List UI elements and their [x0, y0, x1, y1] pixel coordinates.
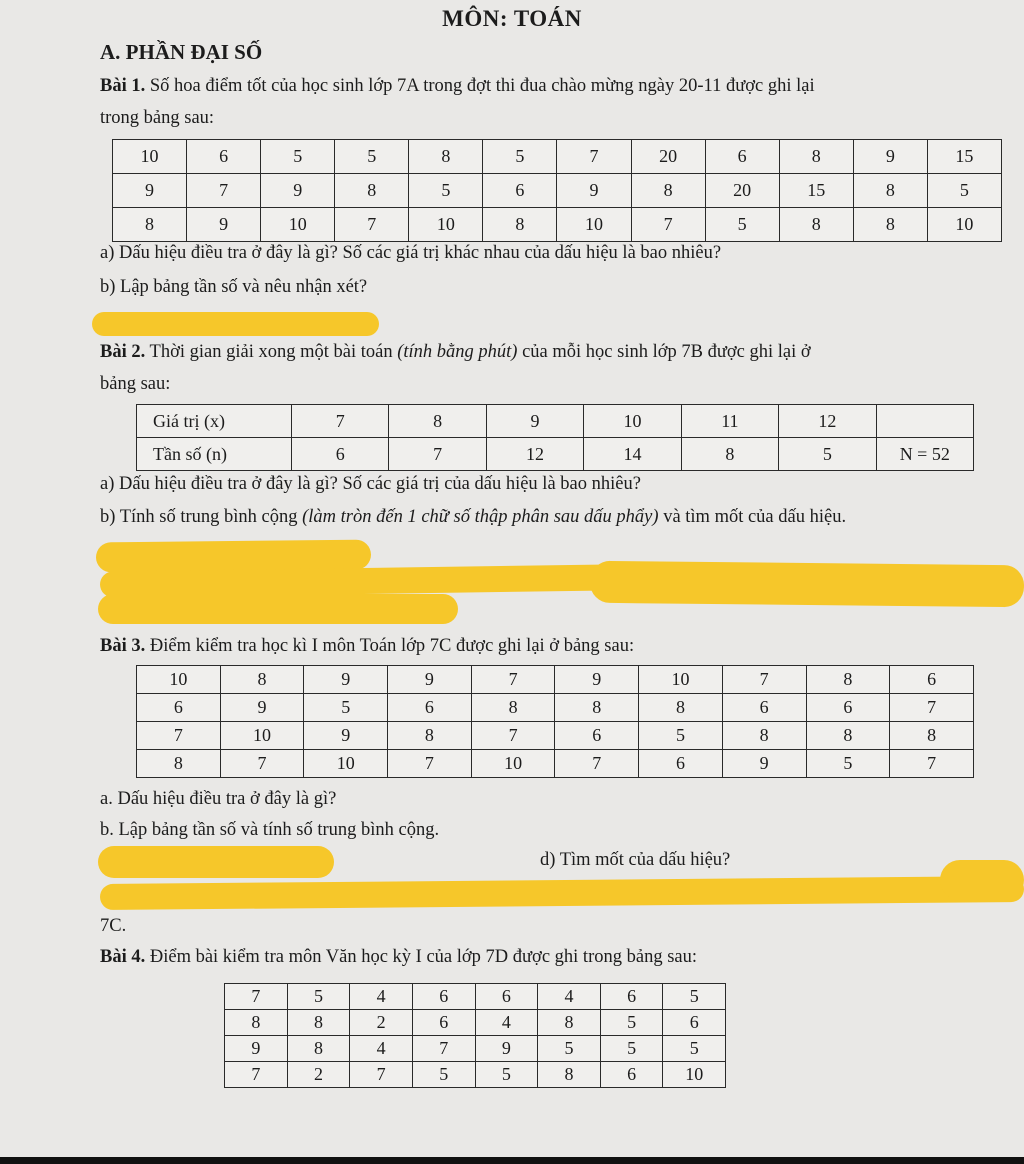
table-cell: 8 — [722, 722, 806, 750]
table-cell: 8 — [890, 722, 974, 750]
bai2-intro-line2: bảng sau: — [100, 374, 171, 394]
table-row — [137, 666, 974, 694]
table-cell: 6 — [555, 722, 639, 750]
table-cell: 9 — [225, 1036, 288, 1062]
table-cell: 5 — [806, 750, 890, 778]
bai2-intro: Bài 2. Thời gian giải xong một bài toán (tính bằng phút) của mỗi học sinh lớp 7B được ghi lại ở — [100, 342, 811, 362]
table-cell: 8 — [483, 208, 557, 242]
bai1-intro-line2: trong bảng sau: — [100, 108, 215, 128]
table-cell: 2 — [350, 1010, 413, 1036]
table-cell: 6 — [412, 1010, 475, 1036]
table-cell: 9 — [220, 694, 304, 722]
table-cell: 7 — [225, 1062, 288, 1088]
table-cell: 8 — [779, 140, 853, 174]
table-cell: 4 — [475, 1010, 538, 1036]
table-row — [137, 694, 974, 722]
bai1-question-a: a) Dấu hiệu điều tra ở đây là gì? Số các giá trị khác nhau của dấu hiệu là bao nhiêu? — [100, 243, 722, 263]
table-cell: 8 — [779, 208, 853, 242]
table-cell: 8 — [555, 694, 639, 722]
table-cell: 10 — [663, 1062, 726, 1088]
table-cell: 10 — [137, 666, 221, 694]
table-cell: 5 — [483, 140, 557, 174]
table-cell: 5 — [475, 1062, 538, 1088]
row-label: Giá trị (x) — [137, 405, 292, 438]
table-row — [113, 208, 1002, 242]
bai3-question-a: a. Dấu hiệu điều tra ở đây là gì? — [100, 789, 337, 809]
table-cell: 8 — [287, 1036, 350, 1062]
bai4-table — [224, 983, 726, 1088]
table-cell: 10 — [409, 208, 483, 242]
table-cell: 6 — [663, 1010, 726, 1036]
table-cell: 8 — [853, 174, 927, 208]
bai2-question-a: a) Dấu hiệu điều tra ở đây là gì? Số các giá trị của dấu hiệu là bao nhiêu? — [100, 474, 641, 494]
bai1-table — [112, 139, 1002, 242]
table-cell: 5 — [705, 208, 779, 242]
table-cell: 6 — [137, 694, 221, 722]
table-cell: 5 — [409, 174, 483, 208]
highlighter-mark — [590, 561, 1024, 608]
highlighter-mark — [100, 876, 1024, 910]
table-cell: 9 — [557, 174, 631, 208]
table-cell: 4 — [350, 984, 413, 1010]
table-cell: 7 — [137, 722, 221, 750]
table-cell: 6 — [187, 140, 261, 174]
table-cell: 9 — [853, 140, 927, 174]
table-cell: 7 — [388, 750, 472, 778]
table-row — [113, 140, 1002, 174]
table-cell: 7 — [292, 405, 389, 438]
table-cell: 7 — [890, 750, 974, 778]
table-cell: 2 — [287, 1062, 350, 1088]
table-cell: 6 — [890, 666, 974, 694]
table-cell: 7 — [187, 174, 261, 208]
table-cell: 5 — [412, 1062, 475, 1088]
table-cell: 12 — [486, 438, 583, 471]
bai1-question-b: b) Lập bảng tần số và nêu nhận xét? — [100, 277, 368, 297]
bai3-question-d: d) Tìm mốt của dấu hiệu? — [540, 850, 731, 870]
table-cell: 6 — [639, 750, 723, 778]
table-cell: 5 — [304, 694, 388, 722]
table-cell: 8 — [287, 1010, 350, 1036]
table-cell: 10 — [639, 666, 723, 694]
table-cell: 5 — [663, 1036, 726, 1062]
table-cell: 7 — [220, 750, 304, 778]
table-cell: 5 — [261, 140, 335, 174]
bai1-heading: Bài 1. — [100, 76, 146, 96]
table-row — [113, 174, 1002, 208]
table-row — [137, 438, 974, 471]
table-cell: 6 — [600, 984, 663, 1010]
table-row — [225, 1062, 726, 1088]
table-cell: 8 — [137, 750, 221, 778]
table-row — [137, 750, 974, 778]
table-cell: 5 — [600, 1010, 663, 1036]
table-cell: 20 — [631, 140, 705, 174]
table-cell: 5 — [663, 984, 726, 1010]
bai2-frequency-table — [136, 404, 974, 471]
table-cell: 7 — [890, 694, 974, 722]
table-cell: 10 — [261, 208, 335, 242]
highlighter-mark — [98, 846, 334, 878]
table-cell: 14 — [584, 438, 681, 471]
table-cell: 7 — [631, 208, 705, 242]
table-cell: 6 — [292, 438, 389, 471]
table-cell: 5 — [600, 1036, 663, 1062]
table-cell: 5 — [287, 984, 350, 1010]
table-cell: 10 — [927, 208, 1001, 242]
table-cell: 4 — [538, 984, 601, 1010]
table-row — [225, 1010, 726, 1036]
bai3-question-b: b. Lập bảng tần số và tính số trung bình cộng. — [100, 820, 440, 840]
table-cell: 8 — [631, 174, 705, 208]
table-cell: 6 — [388, 694, 472, 722]
table-cell — [876, 405, 973, 438]
table-cell: 7 — [412, 1036, 475, 1062]
table-cell: 8 — [471, 694, 555, 722]
table-cell: 9 — [486, 405, 583, 438]
table-cell: 8 — [639, 694, 723, 722]
table-cell: 6 — [705, 140, 779, 174]
table-cell: 10 — [471, 750, 555, 778]
table-cell: 4 — [350, 1036, 413, 1062]
table-cell: 6 — [806, 694, 890, 722]
table-row — [137, 722, 974, 750]
table-cell: 12 — [779, 405, 876, 438]
table-cell: 15 — [779, 174, 853, 208]
table-cell: 8 — [388, 722, 472, 750]
table-cell: 8 — [538, 1010, 601, 1036]
page-bottom-edge — [0, 1157, 1024, 1164]
table-cell: 9 — [388, 666, 472, 694]
table-cell: 9 — [475, 1036, 538, 1062]
bai2-question-b: b) Tính số trung bình cộng (làm tròn đến 1 chữ số thập phân sau dấu phẩy) và tìm mốt của dấu hiệu. — [100, 507, 847, 527]
table-cell: 9 — [555, 666, 639, 694]
table-cell: 7 — [335, 208, 409, 242]
table-cell: 5 — [927, 174, 1001, 208]
table-cell: 7 — [555, 750, 639, 778]
table-cell: 11 — [681, 405, 778, 438]
table-cell: 7 — [557, 140, 631, 174]
highlighter-mark — [940, 860, 1024, 900]
table-cell: 9 — [113, 174, 187, 208]
bai3-heading: Bài 3. — [100, 636, 146, 656]
table-row — [225, 984, 726, 1010]
table-cell: 10 — [304, 750, 388, 778]
table-cell: 9 — [261, 174, 335, 208]
table-cell: 8 — [538, 1062, 601, 1088]
table-cell: 7 — [471, 666, 555, 694]
table-cell: 9 — [722, 750, 806, 778]
table-cell: 8 — [220, 666, 304, 694]
section-heading: A. PHẦN ĐẠI SỐ — [100, 40, 263, 64]
table-cell: 8 — [806, 666, 890, 694]
bai3-tail: 7C. — [100, 916, 127, 936]
row-label: Tần số (n) — [137, 438, 292, 471]
table-cell: 8 — [806, 722, 890, 750]
table-cell: 6 — [600, 1062, 663, 1088]
table-cell: 10 — [557, 208, 631, 242]
bai2-heading: Bài 2. — [100, 342, 146, 362]
table-cell: 6 — [722, 694, 806, 722]
bai3-table — [136, 665, 974, 778]
table-cell: 7 — [389, 438, 486, 471]
bai1-intro: Bài 1. Số hoa điểm tốt của học sinh lớp 7A trong đợt thi đua chào mừng ngày 20-11 được ghi lại — [100, 76, 815, 96]
table-cell: 9 — [304, 722, 388, 750]
table-cell: 5 — [639, 722, 723, 750]
table-cell: 9 — [304, 666, 388, 694]
highlighter-mark — [98, 594, 458, 624]
table-cell: 10 — [584, 405, 681, 438]
table-cell: 7 — [471, 722, 555, 750]
table-cell: 6 — [412, 984, 475, 1010]
table-cell: 6 — [475, 984, 538, 1010]
table-row — [137, 405, 974, 438]
bai4-intro: Bài 4. Điểm bài kiểm tra môn Văn học kỳ I của lớp 7D được ghi trong bảng sau: — [100, 947, 697, 967]
highlighter-mark — [92, 312, 379, 336]
table-cell: 9 — [187, 208, 261, 242]
table-cell: 8 — [113, 208, 187, 242]
bai3-intro: Bài 3. Điểm kiểm tra học kì I môn Toán lớp 7C được ghi lại ở bảng sau: — [100, 636, 635, 656]
bai4-heading: Bài 4. — [100, 947, 146, 967]
table-cell: 8 — [853, 208, 927, 242]
table-cell: 20 — [705, 174, 779, 208]
table-cell: 5 — [538, 1036, 601, 1062]
page-title: MÔN: TOÁN — [442, 6, 582, 31]
table-cell: 8 — [225, 1010, 288, 1036]
table-cell: N = 52 — [876, 438, 973, 471]
table-cell: 5 — [335, 140, 409, 174]
table-cell: 7 — [722, 666, 806, 694]
table-cell: 10 — [113, 140, 187, 174]
table-row — [225, 1036, 726, 1062]
table-cell: 8 — [389, 405, 486, 438]
table-cell: 15 — [927, 140, 1001, 174]
table-cell: 6 — [483, 174, 557, 208]
table-cell: 10 — [220, 722, 304, 750]
table-cell: 7 — [350, 1062, 413, 1088]
table-cell: 8 — [335, 174, 409, 208]
table-cell: 5 — [779, 438, 876, 471]
table-cell: 8 — [681, 438, 778, 471]
table-cell: 8 — [409, 140, 483, 174]
table-cell: 7 — [225, 984, 288, 1010]
